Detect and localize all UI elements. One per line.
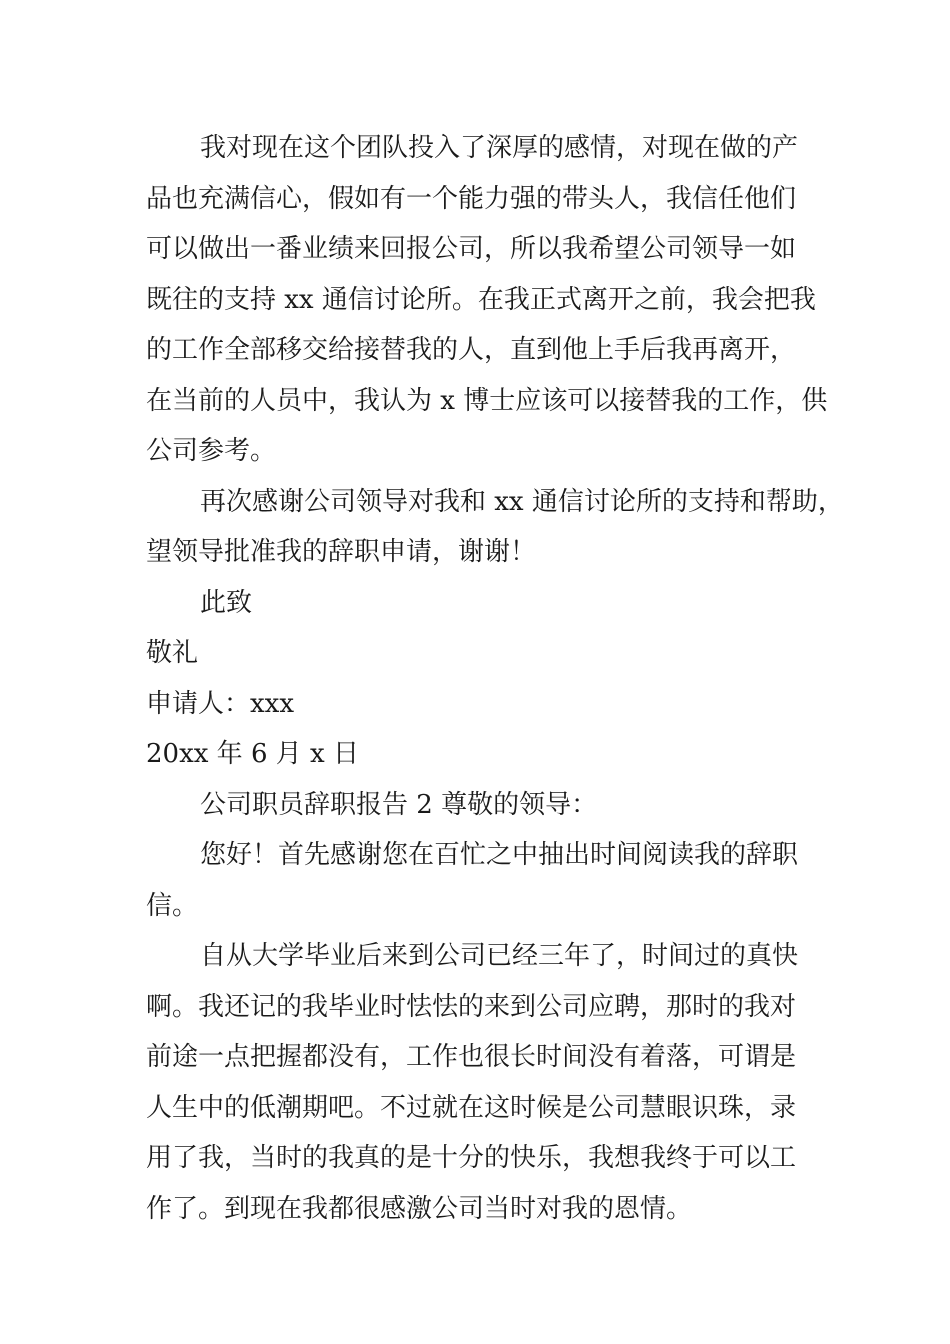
closing-text: 此致 (200, 587, 253, 618)
text-line: 自从大学毕业后来到公司已经三年了，时间过的真快 (200, 941, 799, 971)
text-line: 再次感谢公司领导对我和 xx 通信讨论所的支持和帮助， (200, 486, 844, 517)
text-line: 您好！首先感谢您在百忙之中抽出时间阅读我的辞职 (200, 840, 799, 870)
text-line: 信。 (146, 890, 199, 921)
text-line: 人生中的低潮期吧。不过就在这时候是公司慧眼识珠，录 (146, 1092, 797, 1123)
text-line: 可以做出一番业绩来回报公司，所以我希望公司领导一如 (146, 234, 797, 264)
paragraph-team-feelings (146, 123, 836, 477)
text-line: 用了我，当时的我真的是十分的快乐，我想我终于可以工 (146, 1143, 797, 1173)
salute-text: 敬礼 (146, 638, 199, 668)
text-line: 我对现在这个团队投入了深厚的感情，对现在做的产 (200, 133, 799, 163)
text-line: 品也充满信心，假如有一个能力强的带头人，我信任他们 (146, 183, 797, 214)
text-line: 既往的支持 xx 通信讨论所。在我正式离开之前，我会把我 (146, 284, 816, 315)
paragraph-greeting (146, 830, 836, 931)
paragraph-history (146, 931, 836, 1234)
paragraph-thanks (146, 477, 844, 578)
document-body (146, 123, 844, 1234)
text-line: 公司参考。 (146, 436, 277, 466)
text-line: 在当前的人员中，我认为 x 博士应该可以接替我的工作，供 (146, 385, 828, 416)
section-heading: 公司职员辞职报告 2 尊敬的领导： (200, 789, 598, 820)
text-line: 作了。到现在我都很感激公司当时对我的恩情。 (146, 1193, 693, 1224)
date-line: 20xx 年 6 月 x 日 (146, 739, 359, 769)
text-line: 前途一点把握都没有，工作也很长时间没有着落，可谓是 (146, 1042, 797, 1072)
applicant-line: 申请人：xxx (146, 688, 294, 719)
text-line: 的工作全部移交给接替我的人，直到他上手后我再离开， (146, 335, 797, 365)
text-line: 望领导批准我的辞职申请，谢谢！ (146, 537, 537, 567)
text-line: 啊。我还记的我毕业时怯怯的来到公司应聘，那时的我对 (146, 991, 797, 1022)
